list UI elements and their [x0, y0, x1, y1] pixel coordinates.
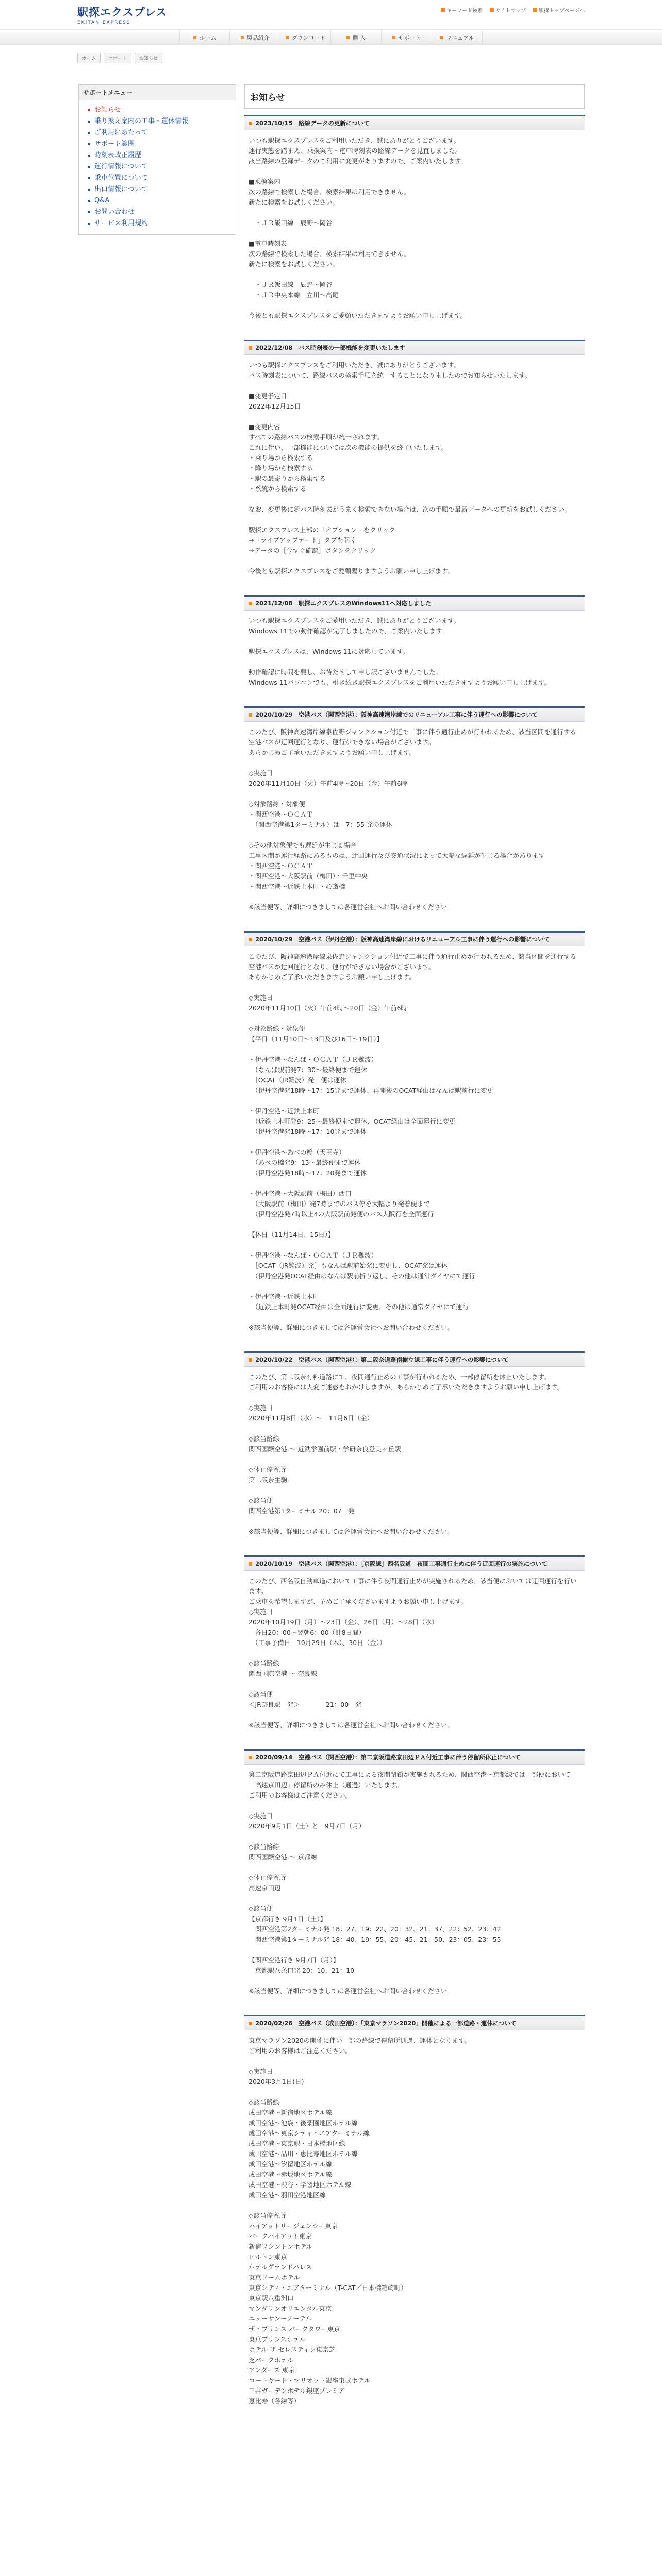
header-links	[441, 6, 585, 14]
news-article	[244, 2015, 585, 2412]
news-article-body: このたび、西名阪自動車道において工事に伴う夜間通行止めが実施されるため、該当便においては迂回運行を行います。 ご乗車を希望しますが、予めご了承くださいますようお願い申し上げます。 ◇実施日 2020年10月19日（月）〜23日（金）、26日（月）〜28日（水） 各日20：00〜翌朝6：00（計8日間） （工事予備日 10月29日（木）、30日（金）） ◇該当路線 関西国際空港 〜 奈良線 ◇該当便 ＜JR奈良駅 発＞ 21：00 発 ※該当便等、詳細につきましては各運営会社へお問い合わせください。	[249, 1577, 577, 1729]
site-logo[interactable]	[77, 4, 167, 25]
news-article	[244, 1555, 585, 1736]
sidebar-item-support-scope[interactable]: サポート範囲	[94, 139, 227, 150]
header	[0, 0, 662, 30]
sidebar-menu	[79, 100, 236, 234]
bullet-icon	[346, 36, 350, 39]
bullet-icon	[241, 36, 244, 39]
keyword-search-link[interactable]: キーワード検索	[441, 6, 483, 14]
news-article-body: 第二京阪道路京田辺ＰＡ付近にて工事による夜間閉鎖が実施されるため、関西空港〜京都線では一部便において「高速京田辺」停留所のみ休止（通過）いたします。 ご利用のお客様はご注意ください。 ◇実施日 2020年9月1日（土）と 9月7日（月） ◇該当路線 関西国際空港 〜 京都線 ◇休止停留所 高速京田辺 ◇該当便 【京都行き 9月1日（土）】 関西空港第2ターミナル発 18：27、19：22、20：32、21：37、22：52、23：42 関西空港第1ターミナル発 18：40、19：55、20：45、21：50、23：05、23：55 【関西空港行き 9月7日（月）】 京都駅八条口発 20：10、21：10 ※該当便等、詳細につきましては各運営会社へお問い合わせください。	[249, 1771, 571, 1995]
breadcrumb-support[interactable]: サポート	[104, 53, 131, 63]
sidebar-title: サポートメニュー	[79, 85, 236, 100]
news-article-body: いつも駅探エクスプレスをご利用いただき、誠にありがとうございます。 運行実態を踏まえ、乗換案内・電車時刻表の路線データを見直しました。 該当路線の登録データのご利用に変更がありますので、ご案内いたします。 ■乗換案内 次の路線で検索した場合、検索結果は利用できません。 新たに検索をお試しください。 ・ＪＲ飯田線 辰野〜岡谷 ■電車時刻表 次の路線で検索した場合、検索結果は利用できません。 新たに検索をお試しください。 ・ＪＲ飯田線 辰野〜岡谷 ・ＪＲ中央本線 立川〜高尾 今後とも駅探エクスプレスをご愛顧いただきますようお願い申し上げます。	[249, 137, 467, 319]
sidebar	[78, 84, 236, 235]
news-article-title: 2020/02/26 空港バス（成田空港）：「東京マラソン2020」開催による一部道路・運休について	[244, 2015, 585, 2030]
breadcrumb-current: お知らせ	[135, 53, 162, 63]
bullet-icon	[249, 346, 252, 350]
news-article	[244, 340, 585, 582]
main-content	[244, 84, 585, 2425]
sidebar-item-exit-info[interactable]: 出口情報について	[94, 184, 227, 195]
bullet-icon	[392, 36, 395, 39]
news-list	[244, 115, 585, 2412]
bullet-icon	[441, 8, 445, 12]
news-article-title: 2020/09/14 空港バス（関西空港）：第二京阪道路京田辺ＰＡ付近工事に伴う停留所休止について	[244, 1749, 585, 1765]
global-nav	[0, 30, 662, 45]
sidebar-item-terms[interactable]: サービス利用規約	[94, 218, 227, 229]
news-article-title: 2020/10/29 空港バス（関西空港）：阪神高速湾岸線でのリニューアル工事に伴う運行への影響について	[244, 706, 585, 722]
sidebar-item-timetable-history[interactable]: 時刻表改正履歴	[94, 150, 227, 161]
sidebar-item-contact[interactable]: お問い合わせ	[94, 207, 227, 218]
bullet-icon	[249, 1756, 252, 1759]
news-article-body: このたび、阪神高速湾岸線泉佐野ジャンクション付近で工事に伴う通行止めが行われるため、該当区間を通行する空港バスが迂回運行となり、運行ができない場合がございます。 あらかじめご了承いただきますようお願い申し上げます。 ◇実施日 2020年11月10日（火）午前4時〜20日（金）午前6時 ◇対象路線・対象便 【平日（11月10日〜13日及び16日〜19日）】 ・伊丹空港〜なんば・ＯＣＡＴ（ＪＲ難波） （なんば駅前発7：30〜最終便まで運休 ［OCAT（JR難波）発］便は運休 （伊丹空港発18時〜17：15発まで運休、再開後のOCAT経由はなんば駅前行に変更 ・伊丹空港〜近鉄上本町 （近鉄上本町発9：25〜最終便まで運休、OCAT経由は全面運行に変更 （伊丹空港発18時〜17：10発まで運休 ・伊丹空港〜あべの橋（天王寺） （あべの橋発9：15〜最終便まで運休 （伊丹空港発18時〜17：20発まで運休 ・伊丹空港〜大阪駅前（梅田）西口 （大阪駅前（梅田）発7時までのバス停を大幅より発着便まで （伊丹空港発7時以上4の大阪駅前発便のバス大阪行を全面運行 【休日（11月14日、15日）】 ・伊丹空港〜なんば・ＯＣＡＴ（ＪＲ難波） ［OCAT（JR難波）発］もなんば駅前始発に変更し、OCAT発は運休 （伊丹空港発OCAT経由はなんば駅前折り返し、その他は通常ダイヤにて運行 ・伊丹空港〜近鉄上本町 （近鉄上本町発OCAT経由は全面運行に変更、その他は通常ダイヤにて運行 ※該当便等、詳細につきましては各運営会社へお問い合わせください。	[249, 953, 576, 1331]
bullet-icon	[249, 122, 252, 125]
nav-home[interactable]: ホーム	[179, 31, 230, 44]
nav-products[interactable]: 製品紹介	[230, 31, 280, 44]
bullet-icon	[440, 36, 443, 39]
sidebar-item-construction[interactable]: 乗り換え案内の工事・運休情報	[94, 116, 227, 127]
sidebar-item-boarding-position[interactable]: 乗車位置について	[94, 173, 227, 184]
bullet-icon	[490, 8, 494, 12]
logo-jp: 駅探エクスプレス	[77, 6, 168, 19]
nav-download[interactable]: ダウンロード	[280, 31, 331, 44]
breadcrumb	[77, 53, 662, 63]
news-article-title: 2020/10/29 空港バス（伊丹空港）：阪神高速湾岸線におけるリニューアル工事に伴う運行への影響について	[244, 931, 585, 946]
news-article-body: 東京マラソン2020の開催に伴い一部の路線で停留所通過、運休となります。 ご利用のお客様はご注意ください。 ◇実施日 2020年3月1日(日) ◇該当路線 成田空港〜新宿地区ホテル線 成田空港〜池袋・後楽園地区ホテル線 成田空港〜東京シティ・エアターミナル線 成田空港〜東京駅・日本橋地区線 成田空港〜品川・恵比寿地区ホテル線 成田空港〜汐留地区ホテル線 成田空港〜赤坂地区ホテル線 成田空港〜渋谷・学習地区ホテル線 成田空港〜羽田空港地区線 ◇該当停留所 ハイアットリージェンシー東京 パークハイアット東京 新宿ワシントンホテル ヒルトン東京 ホテルグランドパレス 東京ドームホテル 東京シティ・エアターミナル（T-CAT／日本橋箱崎町） 東京駅八重洲口 マンダリンオリエンタル東京 ニューサンーノーテル ザ・プリンス パークタワー東京 東京プリンスホテル ホテル ザ セレスティン東京芝 芝パークホテル アンダーズ 東京 コートヤード・マリオット銀座東武ホテル 三井ガーデンホテル銀座プレミア 恵比寿（各線等）	[249, 2037, 471, 2405]
news-article	[244, 706, 585, 918]
news-article	[244, 931, 585, 1338]
news-article-body: いつも駅探エクスプレスをご愛用いただき、誠にありがとうございます。 Windows 11での動作確認が完了しましたので、ご案内いたします。 駅探エクスプレスは、Windows 11に対応しています。 動作確認に時間を要し、お待たせして申し訳ございませんでした。 Windows 11パソコンでも、引き続き駅探エクスプレスをご利用いただきますようお願い申し上げます。	[249, 617, 551, 686]
news-article-body: いつも駅探エクスプレスをご利用いただき、誠にありがとうございます。 バス時刻表について、路線バスの検索手順を統一することになりましたのでお知らせいたします。 ■変更予定日 2022年12月15日 ■変更内容 すべての路線バスの検索手順が統一されます。 これに伴い、一部機能については次の機能の提供を終了いたします。 ・乗り場から検索する ・降り場から検索する ・駅の最寄りから検索する ・系統から検索する なお、変更後に新バス時刻表がうまく検索できない場合は、次の手順で最新データへの更新をお試しください。 駅探エクスプレス上部の「オプション」をクリック →「ライブアップデート」タブを開く →データの［今すぐ確認］ボタンをクリック 今後とも駅探エクスプレスをご愛顧賜りますようお願い申し上げます。	[249, 361, 571, 575]
news-article	[244, 115, 585, 326]
bullet-icon	[193, 36, 196, 39]
page-title: お知らせ	[244, 84, 585, 109]
news-article-title: 2021/12/08 駅探エクスプレスのWindows11へ対応しました	[244, 595, 585, 611]
news-article-body: このたび、第二阪奈有料道路にて、夜間通行止めの工事が行われるため、一部停留所を休止いたします。 ご利用のお客様には大変ご迷惑をおかけしますが、あらかじめご了承いただきますようお願い申し上げます。 ◇実施日 2020年11月8日（水）〜 11月6日（金） ◇該当路線 関西国際空港 〜 近鉄学園前駅・学研奈良登美ヶ丘駅 ◇休止停留所 第二阪奈生駒 ◇該当便 関西空港第1ターミナル 20：07 発 ※該当便等、詳細につきましては各運営会社へお問い合わせください。	[249, 1373, 564, 1535]
news-article-body: このたび、阪神高速湾岸線泉佐野ジャンクション付近で工事に伴う通行止めが行われるため、該当区間を通行する空港バスが迂回運行となり、運行ができない場合がございます。 あらかじめご了承いただきますようお願い申し上げます。 ◇実施日 2020年11月10日（火）午前4時〜20日（金）午前6時 ◇対象路線・対象便 ・関西空港〜ＯＣＡＴ （関西空港第1ターミナル）は 7：55 発の運休 ◇その他対象便でも遅延が生じる場合 工事区間が運行経路にあるものは、迂回運行及び交通状況によって大幅な遅延が生じる場合があります ・関西空港〜ＯＣＡＴ ・関西空港〜大阪駅前（梅田）・千里中央 ・関西空港〜近鉄上本町・心斎橋 ※該当便等、詳細につきましては各運営会社へお問い合わせください。	[249, 728, 576, 911]
bullet-icon	[249, 2022, 252, 2025]
news-article	[244, 595, 585, 693]
bullet-icon	[249, 938, 252, 941]
bullet-icon	[249, 602, 252, 605]
sidebar-item-news[interactable]: お知らせ	[94, 105, 227, 116]
sidebar-item-operation-info[interactable]: 運行情報について	[94, 161, 227, 173]
news-article	[244, 1351, 585, 1542]
news-article	[244, 1749, 585, 2002]
bullet-icon	[249, 1358, 252, 1362]
ekitan-top-link[interactable]: 駅探トップページへ	[533, 6, 585, 14]
news-article-title: 2020/10/19 空港バス（関西空港）：［京阪線］西名阪道 夜間工事通行止めに伴う迂回運行の実施について	[244, 1555, 585, 1571]
news-article-title: 2022/12/08 バス時刻表の一部機能を変更いたします	[244, 340, 585, 355]
sitemap-link[interactable]: サイトマップ	[490, 6, 526, 14]
bullet-icon	[533, 8, 537, 12]
logo-en: EKITAN EXPRESS	[77, 20, 131, 25]
bullet-icon	[249, 713, 252, 717]
bullet-icon	[286, 36, 289, 39]
news-article-title: 2020/10/22 空港バス（関西空港）：第二阪奈道路南樹立線工事に伴う運行への影響について	[244, 1351, 585, 1367]
nav-purchase[interactable]: 購 入	[331, 31, 382, 44]
nav-support[interactable]: サポート	[382, 31, 432, 44]
bullet-icon	[249, 1562, 252, 1566]
news-article-title: 2023/10/15 路線データの更新について	[244, 115, 585, 130]
sidebar-item-qa[interactable]: Q&A	[94, 195, 227, 207]
sidebar-item-usage[interactable]: ご利用にあたって	[94, 127, 227, 139]
nav-manual[interactable]: マニュアル	[432, 31, 483, 44]
breadcrumb-home[interactable]: ホーム	[77, 53, 101, 63]
